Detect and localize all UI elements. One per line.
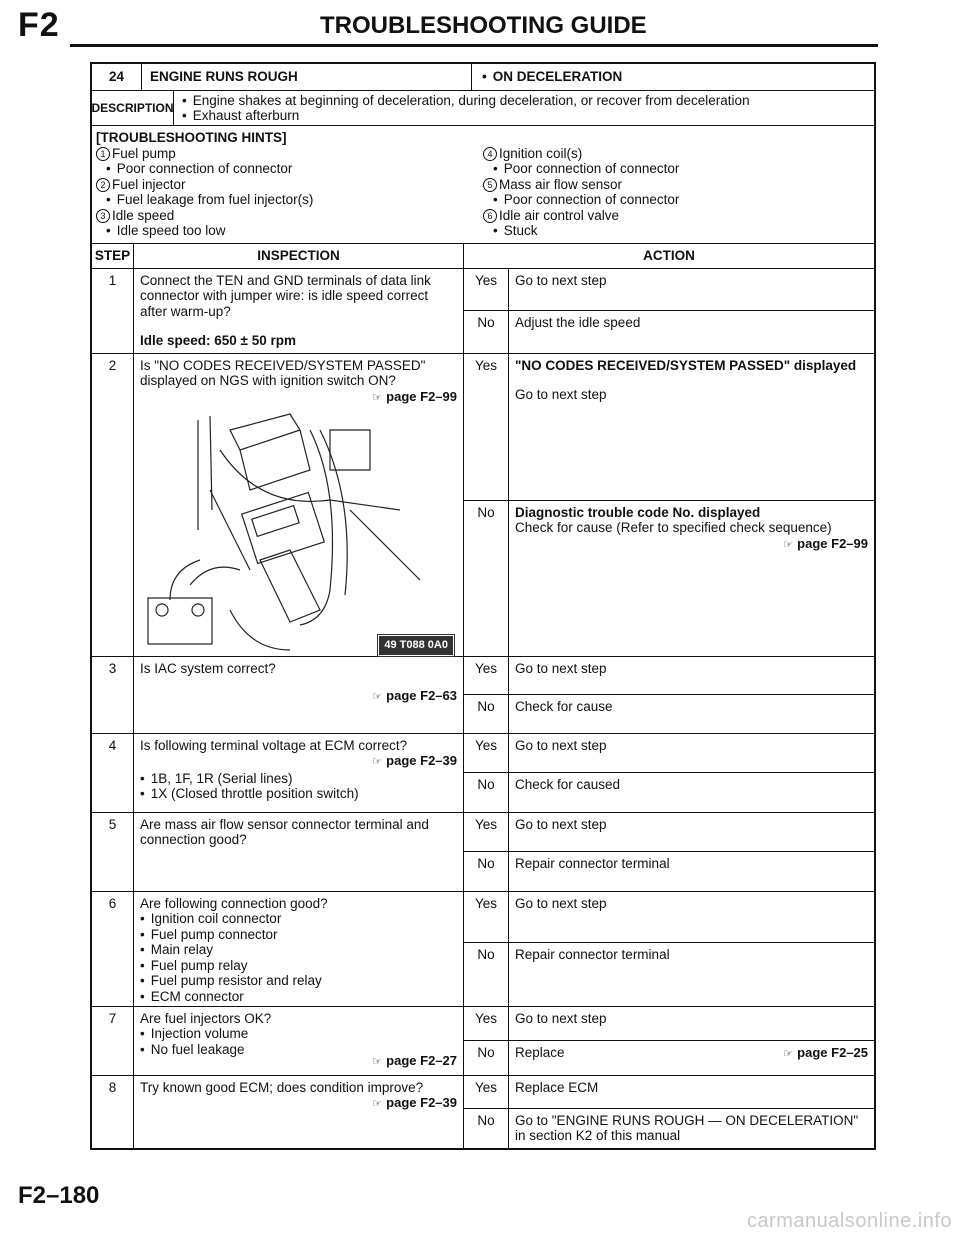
troubleshooting-table	[90, 62, 876, 1150]
troubleshooting-hints	[92, 126, 874, 244]
hints-title: [TROUBLESHOOTING HINTS]	[96, 130, 287, 145]
step-row: 2 Is "NO CODES RECEIVED/SYSTEM PASSED" displayed on NGS with ignition switch ON? ☞ page F2–99 49 T088 0A0 Yes "NO CODES RECEIVED/SYSTEM PASSED" displayed Go to next step No Diagnostic trouble code No. displayed Check for cause (Refer to specified check sequence) ☞ page F2–99	[92, 354, 874, 657]
pointing-hand-icon: ☞	[372, 691, 383, 703]
ngs-tester-illustration	[140, 410, 458, 662]
symptom-bar	[92, 64, 874, 91]
step-row: 6 Are following connection good? • Ignition coil connector • Fuel pump connector • Main relay • Fuel pump relay • Fuel pump resistor and relay • ECM connector Yes Go to next step No Repair connector terminal	[92, 892, 874, 1007]
step-row: 3 Is IAC system correct? ☞ page F2–63 Yes Go to next step No Check for cause	[92, 657, 874, 734]
step-row: 4 Is following terminal voltage at ECM correct? ☞ page F2–39 • 1B, 1F, 1R (Serial lines) • 1X (Closed throttle position switch) Yes Go to next step No Check for caused	[92, 734, 874, 813]
symptom-condition: • ON DECELERATION	[472, 64, 874, 90]
step-row: 7 Are fuel injectors OK? • Injection volume • No fuel leakage ☞ page F2–27 Yes Go to next step No Replace ☞ page F2–25	[92, 1007, 874, 1076]
action-header: ACTION	[643, 247, 695, 263]
step-row: 8 Try known good ECM; does condition improve? ☞ page F2–39 Yes Replace ECM No Go to "ENGINE RUNS ROUGH — ON DECELERATION" in section K2 of this manual	[92, 1076, 874, 1148]
pointing-hand-icon: ☞	[783, 1048, 794, 1060]
page-reference: ☞ page F2–99	[372, 388, 457, 404]
tester-drawing-icon	[140, 410, 458, 660]
page-number: F2–180	[18, 1182, 100, 1209]
step-row: 1 Connect the TEN and GND terminals of data link connector with jumper wire: is idle speed correct after warm-up? Idle speed: 650 ± 50 rpm Yes Go to next step No Adjust the idle speed	[92, 269, 874, 354]
figure-tag: 49 T088 0A0	[378, 635, 454, 657]
pointing-hand-icon: ☞	[372, 756, 383, 768]
column-headers	[92, 244, 874, 269]
description-item: • Engine shakes at beginning of deceleration, during deceleration, or recover from deceleration	[182, 93, 866, 108]
description-item: • Exhaust afterburn	[182, 108, 866, 123]
pointing-hand-icon: ☞	[783, 538, 794, 551]
symptom-number: 24	[92, 64, 142, 90]
step-row: 5 Are mass air flow sensor connector terminal and connection good? Yes Go to next step No Repair connector terminal	[92, 813, 874, 892]
page-title: TROUBLESHOOTING GUIDE	[320, 12, 647, 39]
description-label: DESCRIPTION	[92, 91, 174, 125]
pointing-hand-icon: ☞	[372, 1056, 383, 1068]
hints-right-column: 4 Ignition coil(s) • Poor connection of connector 5 Mass air flow sensor • Poor connection of connector 6 Idle air control valve • Stuck	[483, 146, 870, 239]
description-text	[174, 91, 874, 125]
watermark: carmanualsonline.info	[746, 1210, 952, 1232]
hints-left-column: 1 Fuel pump • Poor connection of connector 2 Fuel injector • Fuel leakage from fuel injector(s) 3 Idle speed • Idle speed too low	[96, 146, 483, 239]
step-header: STEP	[92, 244, 134, 268]
header-rule	[70, 44, 878, 47]
pointing-hand-icon: ☞	[372, 1098, 383, 1110]
pointing-hand-icon: ☞	[372, 391, 383, 404]
inspection-header: INSPECTION	[134, 244, 464, 268]
symptom-name: ENGINE RUNS ROUGH	[142, 64, 472, 90]
description-row	[92, 91, 874, 126]
section-code: F2	[18, 6, 60, 44]
